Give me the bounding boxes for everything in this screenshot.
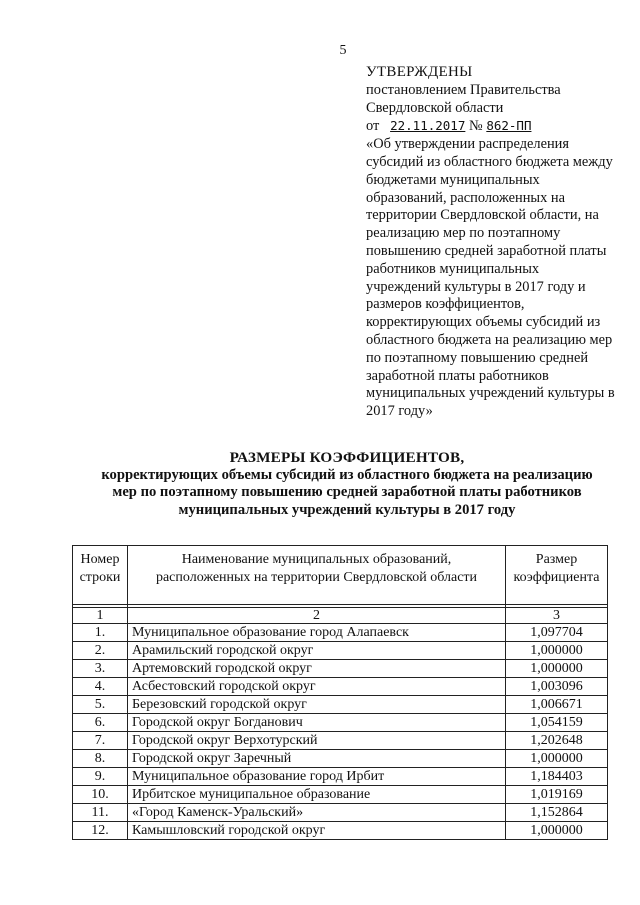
coefficient-cell: 1,006671 [506, 696, 608, 714]
coefficients-table [72, 545, 608, 840]
municipality-cell: Городской округ Заречный [128, 750, 506, 768]
date-prefix: от [366, 118, 380, 135]
column-number: 1 [73, 608, 128, 624]
row-number-cell: 9. [73, 768, 128, 786]
column-numbers-row [73, 608, 608, 624]
approval-number: 862-ПП [486, 118, 532, 134]
coefficient-cell: 1,000000 [506, 750, 608, 768]
coefficient-cell: 1,202648 [506, 732, 608, 750]
coefficient-cell: 1,097704 [506, 624, 608, 642]
coefficient-cell: 1,152864 [506, 804, 608, 822]
header-coefficient-line1: Размер [535, 552, 578, 567]
approval-date-line [366, 117, 616, 136]
header-row-number [73, 546, 128, 605]
row-number-cell: 11. [73, 804, 128, 822]
coefficient-cell: 1,019169 [506, 786, 608, 804]
municipality-cell: «Город Каменск-Уральский» [128, 804, 506, 822]
approval-line-2: Свердловской области [366, 99, 504, 116]
approval-date: 22.11.2017 [390, 118, 466, 134]
coefficient-cell: 1,184403 [506, 768, 608, 786]
coefficient-cell: 1,000000 [506, 660, 608, 678]
column-number: 3 [506, 608, 608, 624]
row-number-cell: 5. [73, 696, 128, 714]
approval-line-1: постановлением Правительства [366, 81, 561, 98]
coefficient-cell: 1,054159 [506, 714, 608, 732]
row-number-cell: 10. [73, 786, 128, 804]
heading-subtitle-1: корректирующих объемы субсидий из областного бюджета на реализацию [101, 466, 593, 483]
municipality-cell: Березовский городской округ [128, 696, 506, 714]
heading-subtitle-3: муниципальных учреждений культуры в 2017 году [178, 501, 516, 518]
row-number-cell: 1. [73, 624, 128, 642]
municipality-cell: Арамильский городской округ [128, 642, 506, 660]
row-number-cell: 4. [73, 678, 128, 696]
municipality-cell: Ирбитское муниципальное образование [128, 786, 506, 804]
municipality-cell: Камышловский городской округ [128, 822, 506, 840]
table-row [73, 804, 608, 822]
header-row-number-line1: Номер [80, 552, 120, 567]
row-number-cell: 3. [73, 660, 128, 678]
coefficient-cell: 1,003096 [506, 678, 608, 696]
row-number-cell: 6. [73, 714, 128, 732]
table-row [73, 822, 608, 840]
header-municipality [128, 546, 506, 605]
approval-block [366, 64, 616, 421]
row-number-cell: 8. [73, 750, 128, 768]
municipality-cell: Артемовский городской округ [128, 660, 506, 678]
row-number-cell: 7. [73, 732, 128, 750]
table-header-row [73, 546, 608, 605]
document-heading [60, 449, 634, 519]
table-row [73, 714, 608, 732]
approval-heading: УТВЕРЖДЕНЫ [366, 64, 473, 80]
coefficient-cell: 1,000000 [506, 642, 608, 660]
table-row [73, 696, 608, 714]
coefficient-cell: 1,000000 [506, 822, 608, 840]
header-municipality-line2: расположенных на территории Свердловской области [155, 570, 478, 585]
number-sign: № [468, 118, 483, 135]
table-row [73, 678, 608, 696]
table-row [73, 660, 608, 678]
table-row [73, 768, 608, 786]
table-row [73, 624, 608, 642]
table-row [73, 642, 608, 660]
table-row [73, 750, 608, 768]
municipality-cell: Асбестовский городской округ [128, 678, 506, 696]
municipality-cell: Городской округ Богданович [128, 714, 506, 732]
table-row [73, 732, 608, 750]
municipality-cell: Муниципальное образование город Алапаевск [128, 624, 506, 642]
municipality-cell: Городской округ Верхотурский [128, 732, 506, 750]
municipality-cell: Муниципальное образование город Ирбит [128, 768, 506, 786]
column-number: 2 [128, 608, 506, 624]
page-number: 5 [339, 43, 347, 58]
header-coefficient [506, 546, 608, 605]
header-row-number-line2: строки [79, 570, 121, 585]
row-number-cell: 2. [73, 642, 128, 660]
approval-title: «Об утверждении распределения субсидий из областного бюджета между бюджетами муниципальных образований, расположенных на территории Свердловской области, на реализацию мер по поэтапному повышению средней заработной платы работников муниципальных учреждений культуры в 2017 году и размеров коэффициентов, корректирующих объемы субсидий из областного бюджета на реализацию мер по поэтапному повышению средней заработной платы работников муниципальных учреждений культуры в 2017 году» [366, 136, 615, 420]
heading-title: РАЗМЕРЫ КОЭФФИЦИЕНТОВ, [229, 449, 465, 466]
header-coefficient-line2: коэффициента [513, 570, 600, 585]
header-municipality-line1: Наименование муниципальных образований, [181, 552, 452, 567]
heading-subtitle-2: мер по поэтапному повышению средней заработной платы работников [112, 484, 582, 500]
table-row [73, 786, 608, 804]
row-number-cell: 12. [73, 822, 128, 840]
